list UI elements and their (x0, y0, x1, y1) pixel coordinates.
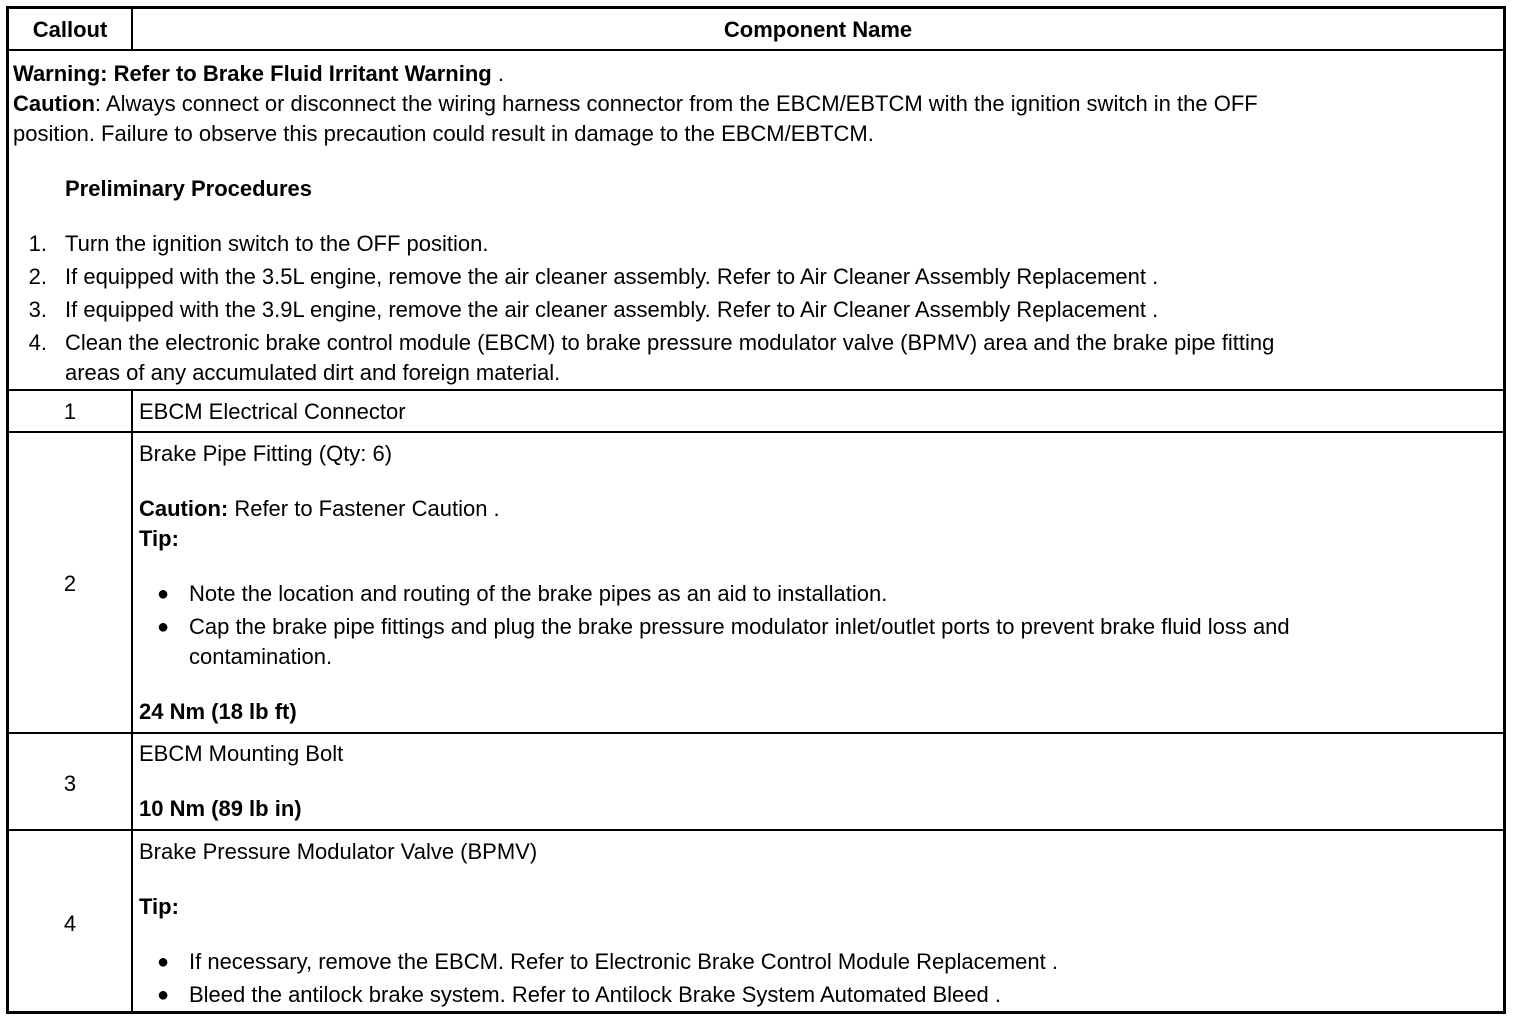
caution-text-2: position. Failure to observe this precaution could result in damage to the EBCM/EBTCM. (13, 121, 874, 146)
component-name: Brake Pressure Modulator Valve (BPMV) (139, 839, 538, 864)
procedure-table (6, 6, 1506, 1014)
callout-number: 3 (63, 771, 77, 796)
step-text[interactable]: If equipped with the 3.9L engine, remove the air cleaner assembly. Refer to Air Cleaner Assembly Replacement . (65, 297, 1159, 322)
warning-end: . (491, 61, 504, 86)
caution-line (13, 89, 1258, 119)
step-text-cont: areas of any accumulated dirt and foreign material. (65, 360, 561, 385)
step-text: Clean the electronic brake control module (EBCM) to brake pressure modulator valve (BPMV) area and the brake pipe fitting (65, 330, 1275, 355)
tip-label: Tip: (139, 526, 179, 551)
column-divider (131, 389, 133, 1011)
bullet-icon: ● (157, 583, 170, 605)
step-number: 4. (28, 330, 47, 355)
header-callout: Callout (32, 17, 108, 42)
header-component-name: Component Name (723, 17, 913, 42)
header-divider (131, 9, 133, 49)
row-divider (9, 431, 1503, 433)
preliminary-title: Preliminary Procedures (65, 176, 313, 201)
step-number: 2. (28, 264, 47, 289)
row-divider (9, 49, 1503, 51)
step-text[interactable]: If equipped with the 3.5L engine, remove the air cleaner assembly. Refer to Air Cleaner Assembly Replacement . (65, 264, 1159, 289)
step-text: Turn the ignition switch to the OFF position. (65, 231, 489, 256)
bullet-icon: ● (157, 951, 170, 973)
caution-label: Caution (13, 91, 95, 116)
bullet-text-cont: contamination. (189, 644, 333, 669)
bullet-icon: ● (157, 616, 170, 638)
bullet-icon: ● (157, 984, 170, 1006)
bullet-text[interactable]: Bleed the antilock brake system. Refer to Antilock Brake System Automated Bleed . (189, 982, 1001, 1007)
component-name: EBCM Mounting Bolt (139, 741, 344, 766)
bullet-text: Cap the brake pipe fittings and plug the brake pressure modulator inlet/outlet ports to prevent brake fluid loss and (189, 614, 1290, 639)
caution-label: Caution: (139, 496, 229, 521)
step-number: 3. (28, 297, 47, 322)
torque-spec: 10 Nm (89 lb in) (139, 796, 302, 821)
component-name: EBCM Electrical Connector (139, 399, 406, 424)
tip-label: Tip: (139, 894, 179, 919)
caution-line (139, 494, 500, 524)
row-divider (9, 732, 1503, 734)
callout-number: 1 (63, 399, 77, 424)
bullet-text[interactable]: If necessary, remove the EBCM. Refer to Electronic Brake Control Module Replacement . (189, 949, 1058, 974)
component-name: Brake Pipe Fitting (Qty: 6) (139, 441, 393, 466)
warning-label: Warning: (13, 61, 108, 86)
row-divider (9, 389, 1503, 391)
caution-text[interactable]: Refer to Fastener Caution . (228, 496, 500, 521)
bullet-text: Note the location and routing of the brake pipes as an aid to installation. (189, 581, 888, 606)
warning-line (13, 59, 504, 89)
caution-text-1: : Always connect or disconnect the wiring harness connector from the EBCM/EBTCM with the ignition switch in the OFF (94, 91, 1258, 116)
callout-number: 2 (63, 571, 77, 596)
step-number: 1. (28, 231, 47, 256)
warning-link[interactable]: Refer to Brake Fluid Irritant Warning (113, 61, 492, 86)
row-divider (9, 829, 1503, 831)
callout-number: 4 (63, 911, 77, 936)
torque-spec: 24 Nm (18 lb ft) (139, 699, 297, 724)
